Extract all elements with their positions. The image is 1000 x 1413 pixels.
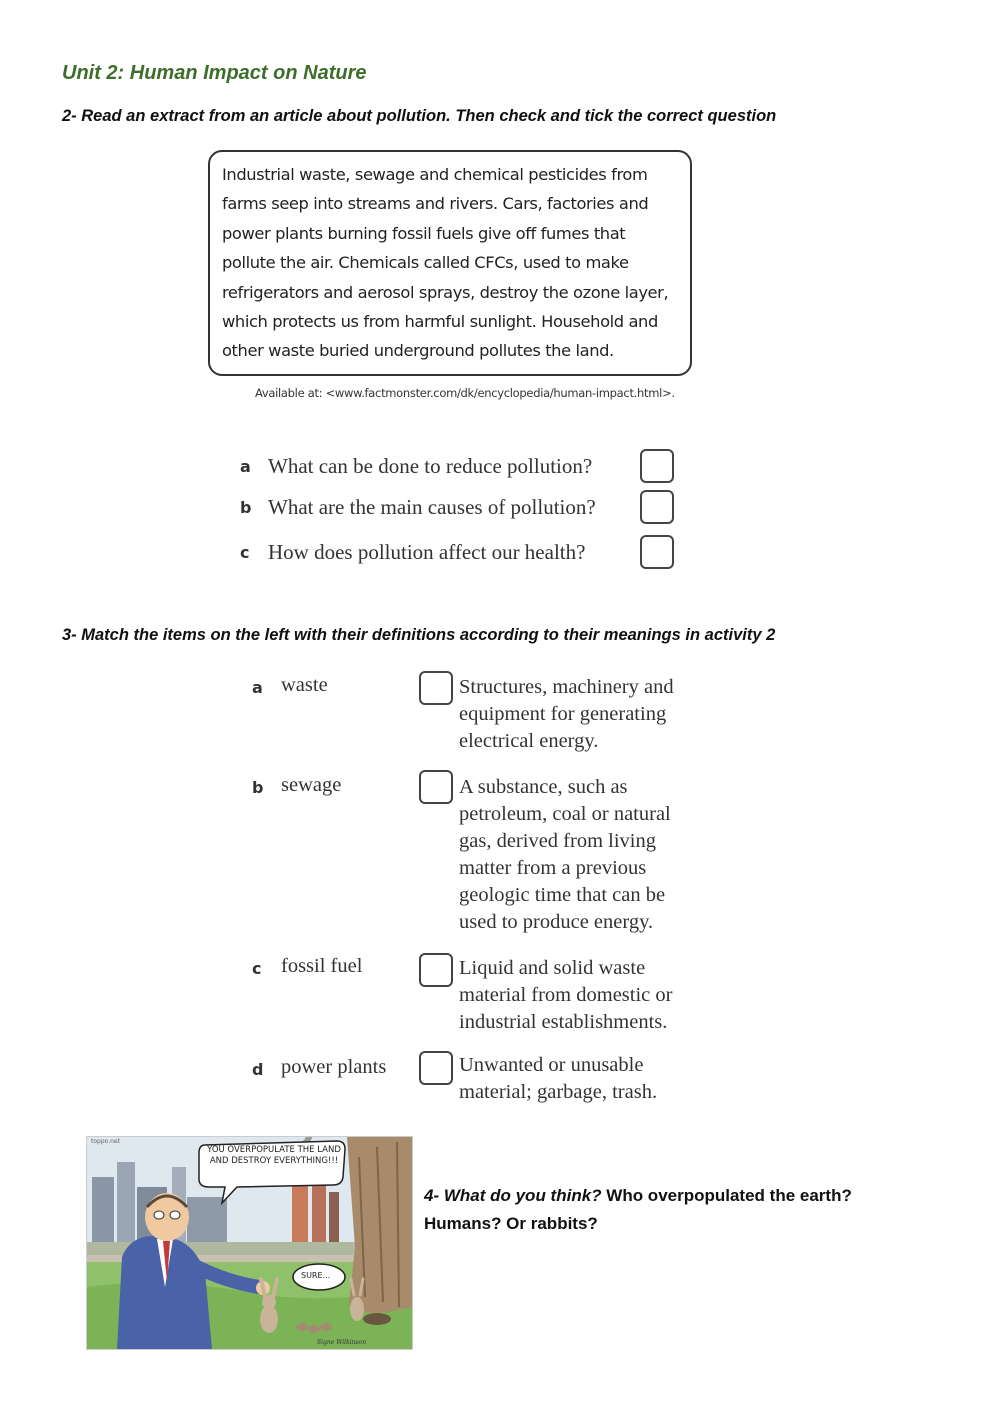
option-letter: c: [240, 542, 250, 562]
cartoon-watermark: toppo.net: [91, 1138, 120, 1145]
article-extract: [208, 150, 692, 376]
match-letter-c: c: [252, 959, 262, 978]
extract-line: power plants burning fossil fuels give off fumes that: [222, 223, 626, 243]
extract-line: pollute the air. Chemicals called CFCs, used to make: [222, 253, 629, 273]
extract-line: Industrial waste, sewage and chemical pesticides from: [222, 165, 648, 184]
cartoon-signature: Signe Wilkinson: [317, 1339, 367, 1346]
cartoon-illustration: [87, 1137, 412, 1349]
speech-bubble-text: YOU OVERPOPULATE THE LAND AND DESTROY EVERYTHING!!!: [207, 1145, 341, 1166]
match-definition-b: A substance, such as petroleum, coal or natural gas, derived from living matter from a previous geologic time that can be used to produce energy.: [459, 776, 671, 933]
option-row-a: [240, 446, 674, 486]
activity-3-instruction: 3- Match the items on the left with their definitions according to their meanings in activity 2: [62, 626, 776, 644]
extract-line: which protects us from harmful sunlight. Household and: [222, 312, 658, 332]
match-term-c: fossil fuel: [281, 955, 363, 977]
match-term-a: waste: [281, 674, 328, 696]
option-row-b: [240, 487, 674, 527]
tick-box-a[interactable]: [640, 449, 674, 483]
match-definition-a: Structures, machinery and equipment for generating electrical energy.: [459, 676, 674, 752]
match-letter-d: d: [252, 1060, 264, 1079]
match-letter-b: b: [252, 778, 264, 797]
match-box-a[interactable]: [419, 671, 453, 705]
option-text: What can be done to reduce pollution?: [268, 453, 593, 478]
match-term-d: power plants: [281, 1056, 387, 1078]
option-text: How does pollution affect our health?: [268, 539, 586, 564]
pollution-cartoon: [86, 1136, 413, 1350]
tick-box-c[interactable]: [640, 535, 674, 569]
unit-title: Unit 2: Human Impact on Nature: [62, 62, 367, 84]
match-box-b[interactable]: [419, 770, 453, 804]
extract-line: other waste buried underground pollutes the land.: [222, 341, 614, 361]
activity-4-question: [424, 1182, 904, 1238]
match-box-c[interactable]: [419, 953, 453, 987]
extract-line: farms seep into streams and rivers. Cars, factories and: [222, 194, 649, 214]
option-letter: b: [240, 497, 252, 517]
option-letter: a: [240, 456, 251, 476]
option-text: What are the main causes of pollution?: [268, 494, 596, 519]
tick-box-b[interactable]: [640, 490, 674, 524]
rabbit-reply-text: SURE...: [301, 1271, 331, 1280]
activity-2-instruction: 2- Read an extract from an article about pollution. Then check and tick the correct question: [62, 107, 777, 125]
activity-4-text: Who overpopulated the earth? Humans? Or rabbits?: [424, 1186, 852, 1233]
match-term-b: sewage: [281, 774, 342, 796]
activity-4-lead: 4- What do you think?: [424, 1186, 602, 1205]
extract-source: Available at: <www.factmonster.com/dk/encyclopedia/human-impact.html>.: [255, 386, 675, 400]
extract-line: refrigerators and aerosol sprays, destroy the ozone layer,: [222, 282, 669, 302]
match-definition-c: Liquid and solid waste material from domestic or industrial establishments.: [459, 957, 673, 1033]
option-row-c: [240, 532, 674, 572]
match-box-d[interactable]: [419, 1051, 453, 1085]
match-definition-d: Unwanted or unusable material; garbage, trash.: [459, 1054, 658, 1103]
match-letter-a: a: [252, 678, 263, 697]
